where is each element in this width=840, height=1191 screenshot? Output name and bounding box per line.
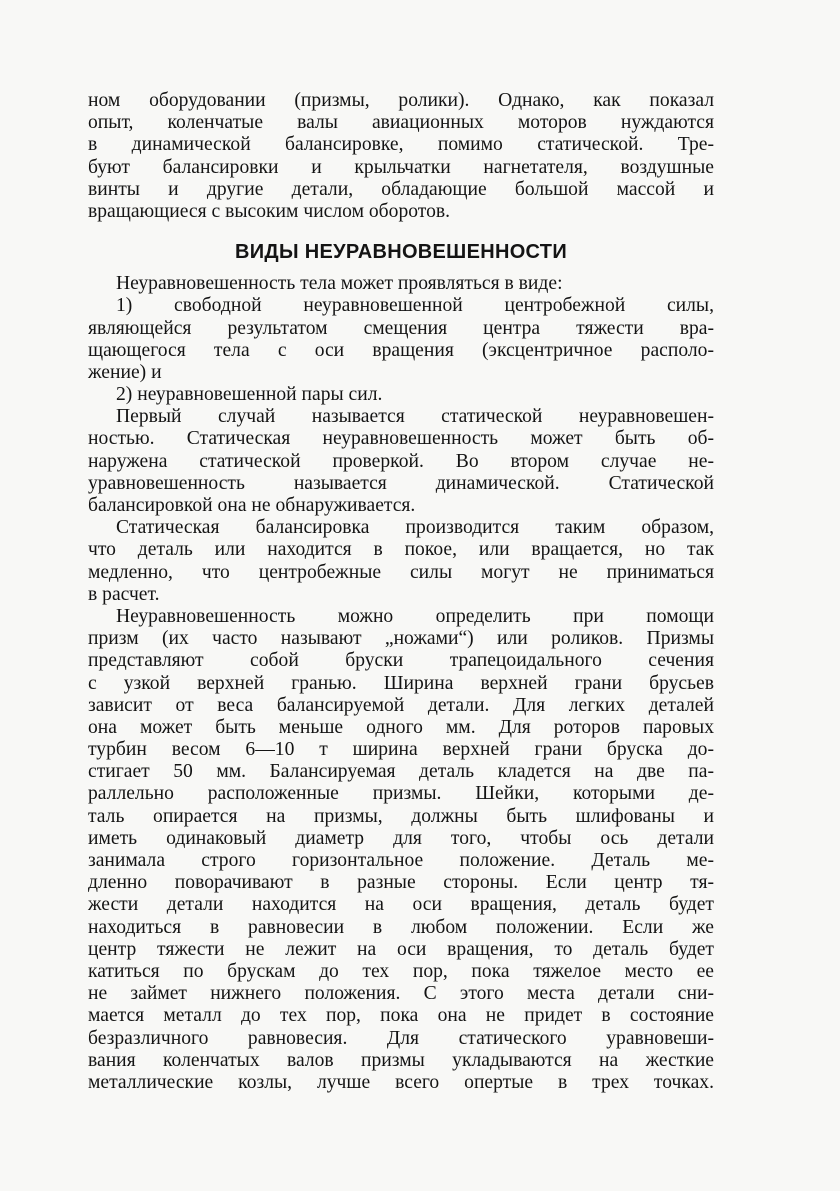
text-line: балансировкой она не обнаруживается. [88, 495, 416, 516]
text-line: вращающиеся с высоким числом оборотов. [88, 200, 451, 222]
text-line: она может быть меньше одного мм. Для роторов паровых [88, 716, 714, 738]
text-line: Неуравновешенность можно определить при помощи [116, 605, 714, 627]
text-line: катиться по брускам до тех пор, пока тяжелое место ее [88, 960, 714, 982]
text-line: винты и другие детали, обладающие большой массой и [88, 178, 714, 200]
text-line: что деталь или находится в покое, или вращается, но так [88, 539, 714, 561]
text-line: таль опирается на призмы, должны быть шлифованы и [88, 805, 714, 827]
paragraph-item-2 [88, 384, 714, 406]
paragraph-static-dynamic [88, 406, 714, 517]
text-line: центр тяжести не лежит на оси вращения, то деталь будет [88, 938, 714, 960]
text-line: буют балансировки и крыльчатки нагнетателя, воздушные [88, 156, 714, 178]
text-line: в динамической балансировке, помимо статической. Тре- [88, 134, 714, 156]
text-line: представляют собой бруски трапецоидального сечения [88, 650, 714, 672]
text-line: медленно, что центробежные силы могут не приниматься [88, 561, 714, 583]
text-line: турбин весом 6—10 т ширина верхней грани бруска до- [88, 739, 714, 761]
text-line: дленно поворачивают в разные стороны. Если центр тя- [88, 872, 714, 894]
paragraph-definition [88, 273, 714, 295]
body-text [88, 90, 714, 1094]
text-line: 2) неуравновешенной пары сил. [116, 384, 383, 406]
text-line: не займет нижнего положения. С этого места детали сни- [88, 983, 714, 1005]
text-line: иметь одинаковый диаметр для того, чтобы ось детали [88, 827, 714, 849]
text-line: мается металл до тех пор, пока она не придет в состояние [88, 1005, 714, 1027]
text-line: 1) свободной неуравновешенной центробежной силы, [116, 295, 714, 317]
paragraph-item-1 [88, 295, 714, 384]
paragraph-static-balancing [88, 517, 714, 606]
text-line: Неуравновешенность тела может проявляться в виде: [116, 273, 563, 295]
text-line: занимала строго горизонтальное положение. Деталь ме- [88, 850, 714, 871]
text-line: Первый случай называется статической неуравновешен- [116, 406, 714, 428]
text-line: с узкой верхней гранью. Ширина верхней грани брусьев [88, 672, 714, 694]
text-line: ностью. Статическая неуравновешенность может быть об- [88, 428, 714, 450]
text-line: безразличного равновесия. Для статического уравновеши- [88, 1027, 714, 1049]
text-line: призм (их часто называют „ножами“) или роликов. Призмы [88, 628, 714, 650]
text-line: металлические козлы, лучше всего опертые в трех точках. [88, 1071, 714, 1093]
text-line: жение) и [88, 361, 162, 383]
text-line: щающегося тела с оси вращения (эксцентричное располо- [88, 339, 714, 361]
text-line: находиться в равновесии в любом положении. Если же [88, 916, 714, 938]
text-line: являющейся результатом смещения центра тяжести вра- [88, 317, 714, 339]
text-line: стигает 50 мм. Балансируемая деталь кладется на две па- [88, 761, 714, 783]
text-line: зависит от веса балансируемой детали. Для легких деталей [88, 694, 714, 716]
section-heading: ВИДЫ НЕУРАВНОВЕШЕННОСТИ [235, 241, 567, 264]
text-line: жести детали находится на оси вращения, деталь будет [88, 894, 714, 916]
paragraph-prisms [88, 606, 714, 1094]
text-line: наружена статической проверкой. Во втором случае не- [88, 450, 714, 472]
intro-paragraph [88, 90, 714, 223]
text-line: в расчет. [88, 583, 160, 605]
text-line: уравновешенность называется динамической. Статической [88, 472, 714, 494]
text-line: вания коленчатых валов призмы укладываются на жесткие [88, 1049, 714, 1071]
text-line: ном оборудовании (призмы, ролики). Однако, как показал [88, 90, 714, 111]
text-line: раллельно расположенные призмы. Шейки, которыми де- [88, 783, 714, 805]
text-line: Статическая балансировка производится таким образом, [116, 517, 714, 539]
text-line: опыт, коленчатые валы авиационных моторов нуждаются [88, 112, 714, 134]
